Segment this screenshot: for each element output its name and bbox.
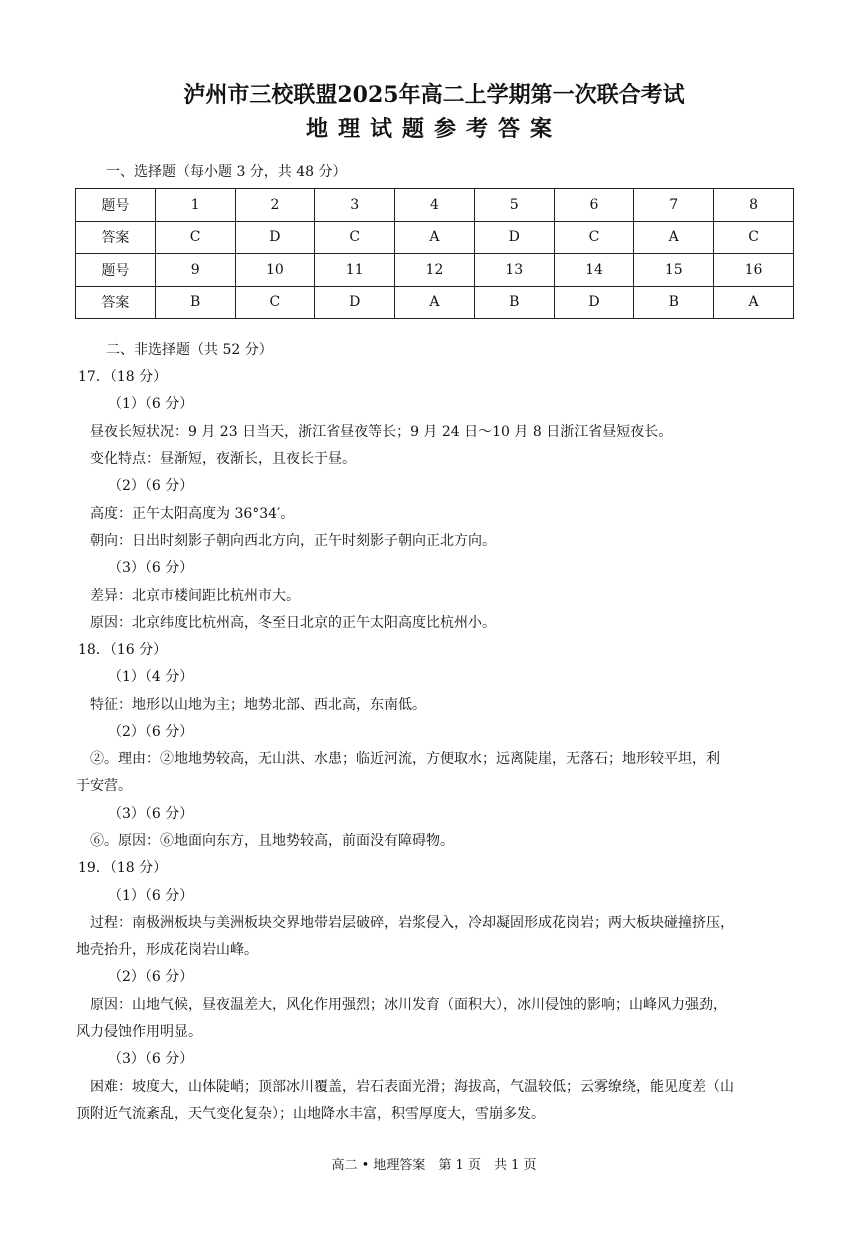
question-number: 5 [474,189,554,222]
question-17-heading: 17．（18 分） [78,369,168,385]
table-row [76,221,794,254]
answer-text: 风力侵蚀作用明显。 [76,1024,202,1040]
row-label: 题号 [76,189,156,222]
answer-text: 原因：北京纬度比杭州高，冬至日北京的正午太阳高度比杭州小。 [90,615,496,631]
row-label: 题号 [76,254,156,287]
answer-text: 高度：正午太阳高度为 36°34′。 [90,506,295,522]
section-choice-heading: 一、选择题（每小题 3 分，共 48 分） [106,164,347,180]
answer-cell: C [554,221,634,254]
question-number: 16 [714,254,794,287]
answer-cell: A [395,221,475,254]
subquestion-heading: （1）（6 分） [108,888,194,904]
question-number: 10 [235,254,315,287]
question-number: 1 [155,189,235,222]
answer-text: 原因：山地气候，昼夜温差大，风化作用强烈；冰川发育（面积大），冰川侵蚀的影响；山峰风力强劲， [90,997,727,1013]
row-label: 答案 [76,286,156,319]
answer-text: 变化特点：昼渐短，夜渐长，且夜长于昼。 [90,451,356,467]
question-number: 15 [634,254,714,287]
answer-text: ②。理由：②地地势较高，无山洪、水患；临近河流，方便取水；远离陡崖，无落石；地形较平坦，利 [90,751,720,767]
answer-text: 差异：北京市楼间距比杭州市大。 [90,588,300,604]
answer-text: 特征：地形以山地为主；地势北部、西北高，东南低。 [90,697,426,713]
answer-cell: D [554,286,634,319]
subquestion-heading: （3）（6 分） [108,560,194,576]
answer-cell: B [155,286,235,319]
question-number: 12 [395,254,475,287]
answer-cell: A [634,221,714,254]
answer-cell: B [634,286,714,319]
answer-text: 顶附近气流紊乱，天气变化复杂）；山地降水丰富，积雪厚度大，雪崩多发。 [76,1106,545,1122]
question-number: 2 [235,189,315,222]
answer-cell: D [474,221,554,254]
answer-text: ⑥。原因：⑥地面向东方，且地势较高，前面没有障碍物。 [90,833,454,849]
answer-text: 朝向：日出时刻影子朝向西北方向，正午时刻影子朝向正北方向。 [90,533,496,549]
question-19-heading: 19．（18 分） [78,860,168,876]
answer-cell: D [315,286,395,319]
question-number: 13 [474,254,554,287]
section-nonchoice-heading: 二、非选择题（共 52 分） [106,342,273,358]
subquestion-heading: （2）（6 分） [108,478,194,494]
answer-text: 于安营。 [76,778,132,794]
answer-text: 昼夜长短状况：9 月 23 日当天，浙江省昼夜等长；9 月 24 日～10 月 8 日浙江省昼短夜长。 [90,424,673,440]
answer-cell: C [155,221,235,254]
table-row [76,189,794,222]
question-number: 11 [315,254,395,287]
document-title: 泸州市三校联盟2025年高二上学期第一次联合考试 [183,82,685,108]
subquestion-heading: （2）（6 分） [108,724,194,740]
subquestion-heading: （3）（6 分） [108,806,194,822]
answer-cell: B [474,286,554,319]
question-18-heading: 18．（16 分） [78,642,168,658]
question-number: 4 [395,189,475,222]
question-number: 8 [714,189,794,222]
answer-cell: D [235,221,315,254]
answer-table [75,188,794,319]
question-number: 3 [315,189,395,222]
question-number: 7 [634,189,714,222]
subquestion-heading: （1）（4 分） [108,669,194,685]
answer-cell: C [714,221,794,254]
question-number: 14 [554,254,634,287]
row-label: 答案 [76,221,156,254]
answer-text: 过程：南极洲板块与美洲板块交界地带岩层破碎，岩浆侵入，冷却凝固形成花岗岩；两大板块碰撞挤压， [90,915,734,931]
answer-cell: C [315,221,395,254]
answer-cell: A [714,286,794,319]
page-footer: 高二 • 地理答案 第 1 页 共 1 页 [331,1158,537,1173]
subquestion-heading: （1）（6 分） [108,396,194,412]
subquestion-heading: （3）（6 分） [108,1051,194,1067]
answer-text: 困难：坡度大，山体陡峭；顶部冰川覆盖，岩石表面光滑；海拔高，气温较低；云雾缭绕，能见度差（山 [90,1079,734,1095]
table-row [76,286,794,319]
question-number: 6 [554,189,634,222]
answer-cell: A [395,286,475,319]
subquestion-heading: （2）（6 分） [108,969,194,985]
answer-cell: C [235,286,315,319]
table-row [76,254,794,287]
question-number: 9 [155,254,235,287]
answer-text: 地壳抬升，形成花岗岩山峰。 [76,942,258,958]
document-subtitle: 地理试题参考答案 [305,116,562,142]
